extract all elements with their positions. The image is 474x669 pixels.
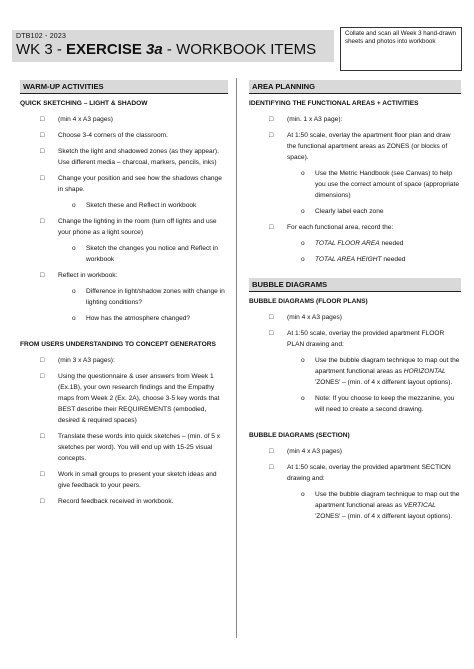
instruction-note: Collate and scan all Week 3 hand-drawn sheets and photos into workbook (340, 27, 462, 71)
list-warm-up (20, 114, 228, 324)
item-text: (min. 1 x A3 page): (287, 116, 343, 123)
item-text: Difference in light/shadow zones with change in lighting conditions? (86, 288, 225, 306)
bullet-item (20, 114, 228, 125)
bullet-item (20, 469, 228, 491)
sub-bullet-item (20, 313, 228, 324)
item-text: Choose 3-4 corners of the classroom. (58, 132, 168, 139)
item-text: Record feedback received in workbook. (58, 498, 174, 505)
section-heading-warm-up: WARM-UP ACTIVITIES (20, 80, 228, 94)
sub-bullet-item (249, 238, 461, 249)
item-text: Change the lighting in the room (turn off lights and use your phone as a light source) (58, 218, 217, 236)
page-title (16, 41, 316, 58)
bullet-item (249, 328, 461, 350)
italic-text: VERTICAL (403, 502, 436, 509)
bullet-item (20, 355, 228, 366)
spacer (20, 329, 228, 337)
right-column (249, 80, 461, 527)
sub-bullet-item (249, 254, 461, 265)
bullet-item (249, 114, 461, 125)
sub-bullet-item (20, 243, 228, 265)
bullet-item (20, 496, 228, 507)
item-text: Use the bubble diagram technique to map out the apartment functional areas as (315, 491, 460, 509)
list-concept-generators (20, 355, 228, 507)
item-text: (min 3 x A3 pages): (58, 357, 115, 364)
subheading-bubble-section: BUBBLE DIAGRAMS (SECTION) (249, 432, 350, 439)
item-text: (min 4 x A3 pages) (287, 448, 342, 455)
section-heading-area-planning: AREA PLANNING (249, 80, 461, 94)
item-text: Clearly label each zone (315, 208, 384, 215)
item-text: 'ZONES' – (min. of 4 x different layout options). (315, 513, 453, 520)
sub-bullet-item (249, 489, 461, 522)
bullet-item (249, 462, 461, 484)
item-text: 'ZONES' – (min. of 4 x different layout options). (315, 379, 453, 386)
item-text: Translate these words into quick sketches – (min. of 5 x sketches per word). You will end up with 15-25 visual concepts. (58, 433, 221, 462)
bullet-item (20, 216, 228, 238)
left-column (20, 80, 228, 512)
course-code: DTB102 - 2023 (16, 33, 67, 40)
item-text: Work in small groups to present your sketch ideas and give feedback to your peers. (58, 471, 217, 489)
bullet-item (249, 222, 461, 233)
item-text: Sketch the light and shadowed zones (as they appear). Use different media – charcoal, markers, pencils, inks) (58, 148, 219, 166)
sub-bullet-item (249, 206, 461, 217)
bullet-item (249, 446, 461, 457)
section-heading-bubble-diagrams: BUBBLE DIAGRAMS (249, 278, 461, 292)
title-exercise: EXERCISE (66, 41, 147, 58)
list-area-planning (249, 114, 461, 265)
sub-bullet-item (20, 200, 228, 211)
bullet-item (20, 146, 228, 168)
item-text: Change your position and see how the shadows change in shape. (58, 175, 222, 193)
column-divider (236, 78, 237, 638)
item-text: (min 4 x A3 pages) (287, 314, 342, 321)
item-text: Use the bubble diagram technique to map out the apartment functional areas as (315, 357, 460, 375)
bullet-item (20, 173, 228, 195)
list-bubble-section (249, 446, 461, 522)
item-text: needed (381, 256, 406, 263)
subheading-concept-generators: FROM USERS UNDERSTANDING TO CONCEPT GENERATORS (20, 341, 216, 348)
sub-bullet-item (249, 168, 461, 201)
subheading-functional-areas: IDENTIFYING THE FUNCTIONAL AREAS + ACTIVITIES (249, 100, 419, 107)
title-prefix: WK 3 - (16, 41, 67, 58)
subheading-quick-sketching: QUICK SKETCHING – LIGHT & SHADOW (20, 100, 148, 107)
sub-bullet-item (249, 393, 461, 415)
sub-bullet-item (20, 286, 228, 308)
italic-text: HORIZONTAL (403, 368, 446, 375)
bullet-item (20, 270, 228, 281)
item-text: For each functional area, record the: (287, 224, 394, 231)
bullet-item (20, 431, 228, 464)
item-text: At 1:50 scale, overlay the provided apartment FLOOR PLAN drawing and: (287, 330, 445, 348)
subheading-bubble-floor-plans: BUBBLE DIAGRAMS (FLOOR PLANS) (249, 298, 368, 305)
item-text: needed (379, 240, 404, 247)
bullet-item (249, 312, 461, 323)
item-text: Use the Metric Handbook (see Canvas) to help you use the correct amount of space (appropriate dimensions) (315, 170, 460, 199)
bullet-item (20, 130, 228, 141)
bullet-item (20, 371, 228, 426)
item-text: Sketch the changes you notice and Reflect in workbook (86, 245, 218, 263)
item-text: Sketch these and Reflect in workbook (86, 202, 197, 209)
item-text: (min 4 x A3 pages) (58, 116, 113, 123)
list-bubble-floor-plans (249, 312, 461, 415)
item-text: At 1:50 scale, overlay the provided apartment SECTION drawing and: (287, 464, 451, 482)
item-text: Using the questionnaire & user answers from Week 1 (Ex.1B), your own research findings and the Empathy maps from Week 2 (Ex. 2A), choose 3-5 key words that BEST describe their REQUIREMENTS (embodied, desired & required spaces) (58, 373, 220, 424)
italic-text: TOTAL AREA HEIGHT (315, 256, 382, 263)
spacer (249, 420, 461, 428)
item-text: Note: If you choose to keep the mezzanine, you will need to create a second drawing. (315, 395, 455, 413)
item-text: At 1:50 scale, overlay the apartment floor plan and draw the functional apartment areas as ZONES (or blocks of space). (287, 132, 451, 161)
item-text: Reflect in workbook: (58, 272, 118, 279)
sub-bullet-item (249, 355, 461, 388)
title-suffix: - WORKBOOK ITEMS (162, 41, 317, 58)
italic-text: TOTAL FLOOR AREA (315, 240, 380, 247)
title-exercise-number: 3a (146, 41, 163, 58)
item-text: How has the atmosphere changed? (86, 315, 191, 322)
spacer (249, 270, 461, 278)
bullet-item (249, 130, 461, 163)
